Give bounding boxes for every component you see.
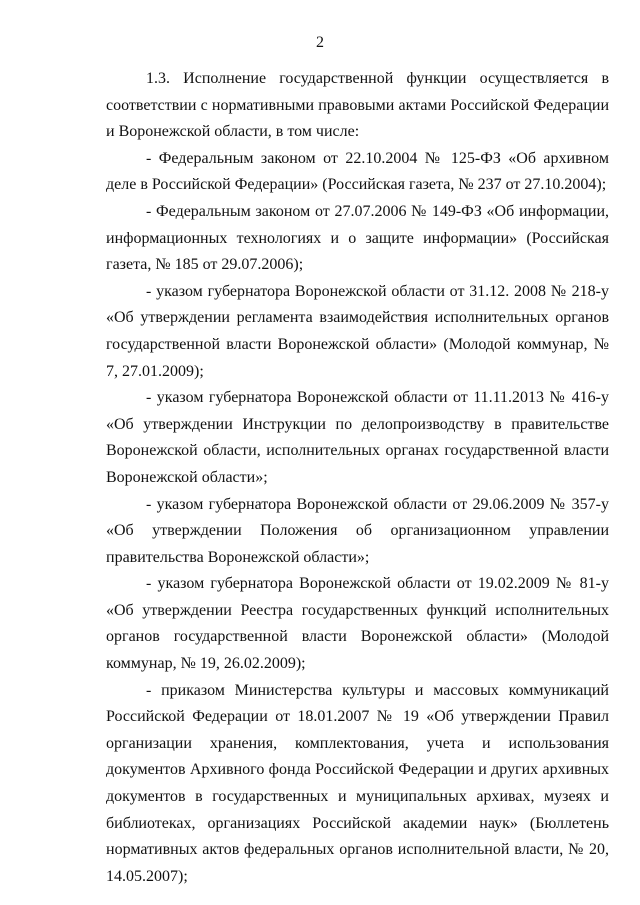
- paragraph-law-149-fz: - Федеральным законом от 27.07.2006 № 149-ФЗ «Об информации, информационных технологиях и о защите информации» (Российская газета, № 185 от 29.07.2006);: [106, 202, 609, 274]
- paragraph-decree-81-u: - указом губернатора Воронежской области от 19.02.2009 № 81-у «Об утверждении Реестра государственных функций исполнительных органов государственной власти Воронежской области» (Молодой коммунар, № 19, 26.02.2009);: [106, 575, 609, 673]
- paragraph-decree-357-u: - указом губернатора Воронежской области от 29.06.2009 № 357-у «Об утверждении Положения об организационном управлении правительства Воронежской области»;: [106, 495, 609, 566]
- paragraph-decree-416-u: - указом губернатора Воронежской области от 11.11.2013 № 416-у «Об утверждении Инструкции по делопроизводству в правительстве Воронежской области, исполнительных органах государственной власти Воронежской области»;: [106, 389, 609, 486]
- paragraph-order-19: - приказом Министерства культуры и массовых коммуникаций Российской Федерации от 18.01.2007 № 19 «Об утверждении Правил организации хранения, комплектования, учета и использования документов Архивного фонда Российской Федерации и других архивных документов в государственных и муниципальных архивах, музеях и библиотеках, организациях Российской академии наук» (Бюллетень нормативных актов федеральных органов исполнительной власти, № 20, 14.05.2007);: [106, 681, 609, 885]
- paragraph-decree-218-u: - указом губернатора Воронежской области от 31.12. 2008 № 218-у «Об утверждении регламента взаимодействия исполнительных органов государственной власти Воронежской области» (Молодой коммунар, № 7, 27.01.2009);: [106, 282, 609, 380]
- paragraph-law-125-fz: - Федеральным законом от 22.10.2004 № 125-ФЗ «Об архивном деле в Российской Федерации» (Российская газета, № 237 от 27.10.2004);: [106, 149, 609, 194]
- document-body: [106, 66, 609, 890]
- page-number: 2: [316, 34, 324, 51]
- paragraph-intro: 1.3. Исполнение государственной функции осуществляется в соответствии с нормативными правовыми актами Российской Федерации и Воронежской области, в том числе:: [106, 70, 609, 141]
